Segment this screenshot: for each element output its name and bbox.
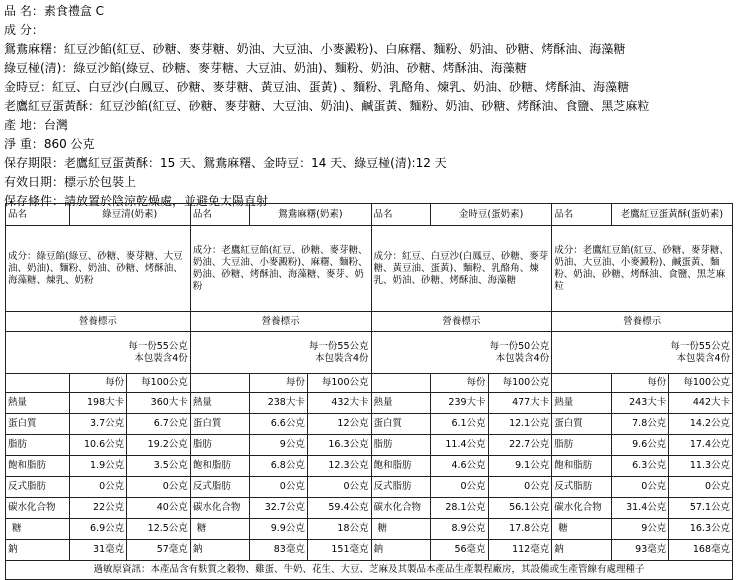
per-100-value: 11.3公克 [669,456,733,477]
serving-info [552,332,733,374]
per-serving-value: 198大卡 [69,393,126,414]
table-row [6,374,733,393]
per-serving-value: 31.4公克 [611,498,668,519]
info-line [4,135,734,154]
per-serving-value: 93毫克 [611,540,668,561]
per-serving-value: 6.8公克 [250,456,307,477]
per-100-value: 168毫克 [669,540,733,561]
nutrient-label: 飽和脂肪 [190,456,250,477]
servings-count: 本包裝含4份 [134,352,188,364]
table-row [6,456,733,477]
per-serving-value: 83毫克 [250,540,307,561]
nutrient-label: 碳水化合物 [371,498,431,519]
info-line [4,154,734,173]
per-serving-value: 22公克 [69,498,126,519]
serving-size: 每一份55公克 [128,340,188,352]
per-serving-value: 6.9公克 [69,519,126,540]
nutrient-label: 碳水化合物 [552,498,612,519]
per-100-value: 0公克 [669,477,733,498]
nutrient-label: 鈉 [190,540,250,561]
info-label: 淨 重： [4,137,44,151]
per-serving-value: 9.9公克 [250,519,307,540]
per-serving-value: 6.6公克 [250,414,307,435]
per-serving-value: 3.7公克 [69,414,126,435]
serving-info [6,332,191,374]
per-100-value: 3.5公克 [127,456,191,477]
per-100-value: 0公克 [488,477,552,498]
info-label: 有效日期： [4,175,65,189]
serving-size: 每一份50公克 [489,340,550,352]
per-100-value: 0公克 [307,477,371,498]
table-row [6,226,733,312]
nutrient-label: 碳水化合物 [6,498,70,519]
table-row [6,561,733,580]
nutrient-label: 飽和脂肪 [552,456,612,477]
table-row [6,477,733,498]
info-line [4,59,734,78]
per-serving-value: 0公克 [250,477,307,498]
nutrient-label: 飽和脂肪 [371,456,431,477]
info-label: 品 名： [4,4,44,18]
info-line [4,173,734,192]
product-name: 綠豆清(奶素) [69,204,190,226]
per-100-value: 16.3公克 [307,435,371,456]
serving-info [371,332,552,374]
nutrient-label: 熱量 [190,393,250,414]
per-serving-value: 239大卡 [431,393,488,414]
per-serving-value: 238大卡 [250,393,307,414]
nutrition-title: 營養標示 [6,312,191,332]
ingredients: 成分：老鷹紅豆餡(紅豆、砂糖、麥芽糖、奶油、大豆油、小麥澱粉)、麻糬、麵粉、奶油、砂糖、烤酥油、海藻糖、麥芽、奶粉 [190,226,371,312]
per-serving-header: 每份 [431,374,488,393]
table-row [6,312,733,332]
per-100-value: 112毫克 [488,540,552,561]
table-row [6,204,733,226]
info-value: 標示於包裝上 [64,175,137,189]
per-serving-value: 0公克 [611,477,668,498]
info-line [4,2,734,21]
nutrient-label: 蛋白質 [190,414,250,435]
per-100-value: 18公克 [307,519,371,540]
info-value: 請放置於陰涼乾燥處，並避免太陽直射 [64,194,269,208]
ingredients: 成分：老鷹紅豆餡(紅豆、砂糖、麥芽糖、奶油、大豆油、小麥澱粉)、鹹蛋黃、麵粉、奶油、砂糖、烤酥油、食鹽、黑芝麻粒 [552,226,733,312]
per-100-value: 432大卡 [307,393,371,414]
serving-info [190,332,371,374]
per-100-value: 17.8公克 [488,519,552,540]
per-100-value: 12公克 [307,414,371,435]
nutrient-label: 熱量 [6,393,70,414]
info-value: 綠豆椪(清)：綠豆沙餡(綠豆、砂糖、麥芽糖、大豆油、奶油)、麵粉、奶油、砂糖、烤酥油、海藻糖 [4,61,527,75]
info-value: 老鷹紅豆蛋黃酥：15 天、鴛鴦麻糬、金時豆：14 天、綠豆椪(清):12 天 [64,156,447,170]
info-line [4,78,734,97]
blank-cell [371,374,431,393]
per-100-value: 12.1公克 [488,414,552,435]
nutrient-label: 蛋白質 [371,414,431,435]
nutrient-label: 脂肪 [6,435,70,456]
servings-count: 本包裝含4份 [314,352,369,364]
per-serving-value: 4.6公克 [431,456,488,477]
per-serving-value: 6.1公克 [431,414,488,435]
nutrition-table [5,203,733,580]
per-serving-value: 243大卡 [611,393,668,414]
per-100-value: 6.7公克 [127,414,191,435]
per-serving-value: 1.9公克 [69,456,126,477]
per-serving-value: 56毫克 [431,540,488,561]
name-label: 品名 [552,204,612,226]
nutrition-title: 營養標示 [371,312,552,332]
table-row [6,519,733,540]
nutrient-label: 蛋白質 [6,414,70,435]
nutrient-label: 糖 [190,519,250,540]
per-100-header: 每100公克 [488,374,552,393]
per-serving-value: 6.3公克 [611,456,668,477]
info-value: 台灣 [43,118,68,132]
nutrient-label: 糖 [371,519,431,540]
blank-cell [552,374,612,393]
per-100-value: 12.5公克 [127,519,191,540]
name-label: 品名 [190,204,250,226]
info-line [4,40,734,59]
per-serving-value: 31毫克 [69,540,126,561]
per-100-value: 360大卡 [127,393,191,414]
per-100-value: 9.1公克 [488,456,552,477]
per-serving-value: 0公克 [69,477,126,498]
nutrient-label: 飽和脂肪 [6,456,70,477]
info-line [4,116,734,135]
info-label: 保存期限： [4,156,65,170]
info-label: 保存條件： [4,194,65,208]
table-row [6,435,733,456]
per-serving-value: 9.6公克 [611,435,668,456]
per-serving-value: 32.7公克 [250,498,307,519]
info-value: 老鷹紅豆蛋黃酥：紅豆沙餡(紅豆、砂糖、麥芽糖、大豆油、奶油)、鹹蛋黃、麵粉、奶油、砂糖、烤酥油、食鹽、黑芝麻粒 [4,99,650,113]
per-100-header: 每100公克 [127,374,191,393]
serving-size: 每一份55公克 [670,340,730,352]
ingredients: 成分：紅豆、白豆沙(白鳳豆、砂糖、麥芽糖、黃豆油、蛋黃)、麵粉、乳酪角、煉乳、奶油、砂糖、烤酥油、海藻糖 [371,226,552,312]
nutrient-label: 脂肪 [371,435,431,456]
serving-size: 每一份55公克 [308,340,369,352]
info-label: 成 分： [4,23,44,37]
product-name: 老鷹紅豆蛋黃酥(蛋奶素) [611,204,732,226]
per-100-value: 19.2公克 [127,435,191,456]
servings-count: 本包裝含4份 [676,352,730,364]
nutrient-label: 反式脂肪 [371,477,431,498]
per-100-value: 57.1公克 [669,498,733,519]
per-serving-header: 每份 [69,374,126,393]
per-serving-value: 0公克 [431,477,488,498]
info-value: 860 公克 [43,137,95,151]
per-100-value: 17.4公克 [669,435,733,456]
nutrition-title: 營養標示 [190,312,371,332]
nutrient-label: 鈉 [6,540,70,561]
nutrient-label: 糖 [552,519,612,540]
per-serving-value: 28.1公克 [431,498,488,519]
per-100-value: 442大卡 [669,393,733,414]
per-100-header: 每100公克 [669,374,733,393]
blank-cell [190,374,250,393]
per-100-header: 每100公克 [307,374,371,393]
nutrient-label: 鈉 [552,540,612,561]
per-100-value: 16.3公克 [669,519,733,540]
info-value: 鴛鴦麻糬：紅豆沙餡(紅豆、砂糖、麥芽糖、奶油、大豆油、小麥澱粉)、白麻糬、麵粉、奶油、砂糖、烤酥油、海藻糖 [4,42,626,56]
table-row [6,332,733,374]
info-label: 產 地： [4,118,44,132]
table-row [6,393,733,414]
per-serving-value: 9公克 [611,519,668,540]
per-100-value: 477大卡 [488,393,552,414]
nutrient-label: 脂肪 [190,435,250,456]
per-100-value: 59.4公克 [307,498,371,519]
product-name: 鴛鴦麻糬(奶素) [250,204,371,226]
info-value: 金時豆：紅豆、白豆沙(白鳳豆、砂糖、麥芽糖、黃豆油、蛋黃) 、麵粉、乳酪角、煉乳、奶油、砂糖、烤酥油、海藻糖 [4,80,630,94]
info-value: 素食禮盒 C [43,4,105,18]
blank-cell [6,374,70,393]
table-row [6,498,733,519]
per-100-value: 22.7公克 [488,435,552,456]
nutrient-label: 脂肪 [552,435,612,456]
name-label: 品名 [6,204,70,226]
per-serving-header: 每份 [250,374,307,393]
nutrient-label: 糖 [6,519,70,540]
per-serving-header: 每份 [611,374,668,393]
nutrient-label: 蛋白質 [552,414,612,435]
per-100-value: 12.3公克 [307,456,371,477]
per-100-value: 151毫克 [307,540,371,561]
per-serving-value: 10.6公克 [69,435,126,456]
per-serving-value: 11.4公克 [431,435,488,456]
per-serving-value: 7.8公克 [611,414,668,435]
info-line [4,21,734,40]
info-line [4,97,734,116]
nutrient-label: 反式脂肪 [190,477,250,498]
per-100-value: 57毫克 [127,540,191,561]
nutrient-label: 碳水化合物 [190,498,250,519]
per-serving-value: 8.9公克 [431,519,488,540]
table-row [6,414,733,435]
allergen-info: 過敏原資訊：本產品含有麩質之穀物、雞蛋、牛奶、花生、大豆、芝麻及其製品本產品生產製程廠房，其設備或生產管線有處理種子 [6,561,733,580]
product-info [4,2,734,211]
nutrition-title: 營養標示 [552,312,733,332]
per-100-value: 14.2公克 [669,414,733,435]
per-100-value: 56.1公克 [488,498,552,519]
nutrient-label: 反式脂肪 [6,477,70,498]
ingredients: 成分：綠豆餡(綠豆、砂糖、麥芽糖、大豆油、奶油)、麵粉、奶油、砂糖、烤酥油、海藻糖、煉乳、奶粉 [6,226,191,312]
nutrient-label: 反式脂肪 [552,477,612,498]
nutrient-label: 鈉 [371,540,431,561]
nutrient-label: 熱量 [371,393,431,414]
table-row [6,540,733,561]
per-100-value: 0公克 [127,477,191,498]
per-serving-value: 9公克 [250,435,307,456]
name-label: 品名 [371,204,431,226]
per-100-value: 40公克 [127,498,191,519]
servings-count: 本包裝含4份 [495,352,550,364]
nutrient-label: 熱量 [552,393,612,414]
product-name: 金時豆(蛋奶素) [431,204,552,226]
